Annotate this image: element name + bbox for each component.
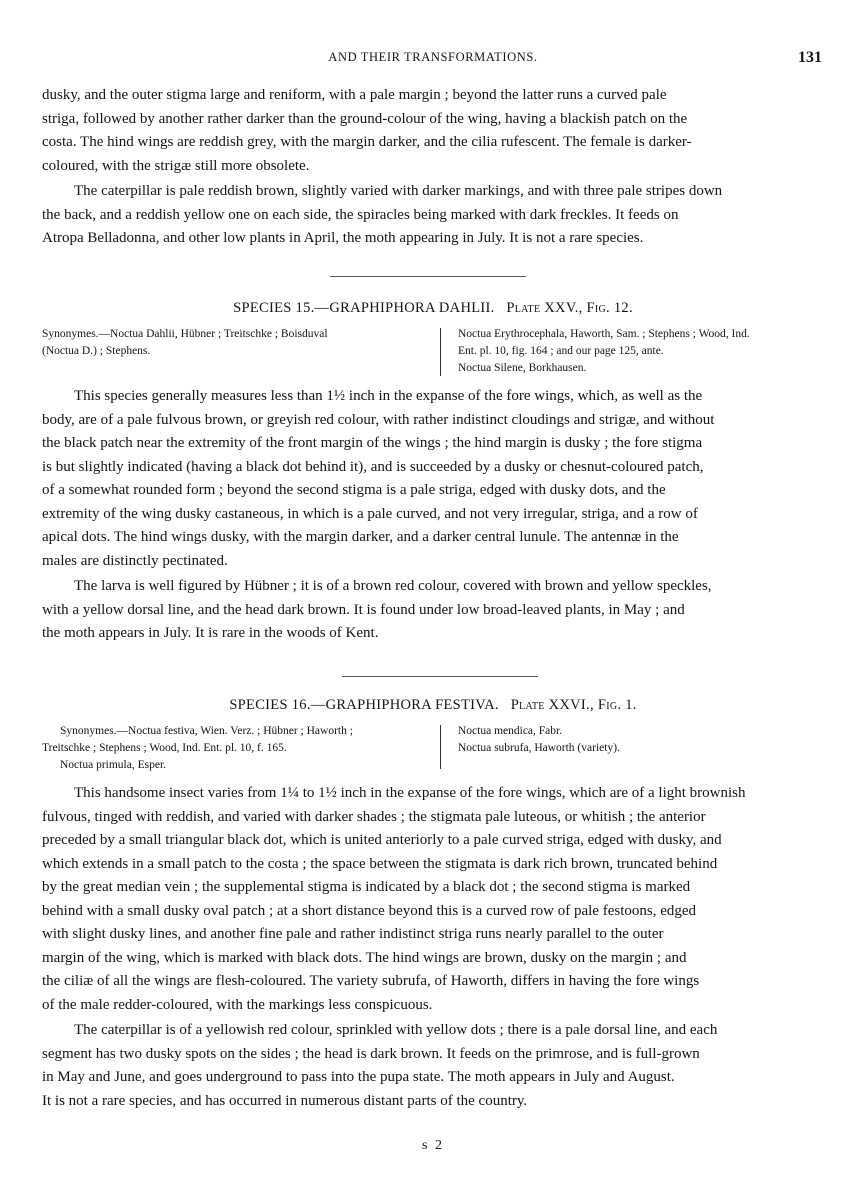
text-line: with a yellow dorsal line, and the head dark brown. It is found under low broad-leaved plants, in May ; and xyxy=(42,601,685,618)
text-line: coloured, with the strigæ still more obsolete. xyxy=(42,157,310,174)
text-line: preceded by a small triangular black dot, which is united anteriorly to a pale curved striga, edged with dusky, and xyxy=(42,832,722,848)
text-line: the black patch near the extremity of the front margin of the wings ; the hind margin is dusky ; the fore stigma xyxy=(42,435,703,451)
synonym-line: Noctua subrufa, Haworth (variety). xyxy=(458,742,620,754)
text-line: of a somewhat rounded form ; beyond the second stigma is a pale striga, edged with dusky dots, and the xyxy=(42,482,666,498)
species-16-title: SPECIES 16.—GRAPHIPHORA FESTIVA. xyxy=(229,697,499,713)
text-line: with slight dusky lines, and another fine pale and rather indistinct striga runs nearly parallel to the outer xyxy=(42,926,664,942)
text-line: of the male redder-coloured, with the markings less conspicuous. xyxy=(42,996,433,1013)
text-line: dusky, and the outer stigma large and reniform, with a pale margin ; beyond the latter runs a curved pale xyxy=(42,87,667,103)
text-line: margin of the wing, which is marked with black dots. The hind wings are brown, dusky on the margin ; and xyxy=(42,949,687,966)
text-line: striga, followed by another rather darker than the ground-colour of the wing, having a blackish patch on the xyxy=(42,110,688,127)
species-15-paragraph-2 xyxy=(42,575,824,646)
text-line: extremity of the wing dusky castaneous, in which is a pale curved, and not very irregular, striga, and a row of xyxy=(42,505,698,522)
signature-mark: s 2 xyxy=(422,1138,444,1153)
text-line: The caterpillar is of a yellowish red colour, sprinkled with yellow dots ; there is a pale dorsal line, and each xyxy=(74,1022,718,1038)
species-15-plate-ref: Plate XXV., Fig. 12. xyxy=(506,300,633,316)
text-line: behind with a small dusky oval patch ; at a short distance beyond this is a curved row of pale festoons, edged xyxy=(42,902,697,919)
text-line: This species generally measures less than 1½ inch in the expanse of the fore wings, which, as well as the xyxy=(74,388,703,404)
text-line: The larva is well figured by Hübner ; it is of a brown red colour, covered with brown and yellow speckles, xyxy=(74,578,712,594)
text-line: segment has two dusky spots on the sides ; the head is dark brown. It feeds on the primrose, and is full-grown xyxy=(42,1045,700,1062)
synonyms-right-column xyxy=(458,326,828,377)
intro-section xyxy=(42,84,824,251)
synonyms-left-column xyxy=(42,326,426,360)
text-line: costa. The hind wings are reddish grey, with the margin darker, and the cilia rufescent. The female is darker- xyxy=(42,134,692,150)
species-16-paragraph-2 xyxy=(42,1019,824,1113)
running-title: AND THEIR TRANSFORMATIONS. xyxy=(328,50,538,64)
synonym-line: Noctua primula, Esper. xyxy=(60,759,167,771)
species-15-paragraph-1 xyxy=(42,385,824,573)
text-line: in May and June, and goes underground to pass into the pupa state. The moth appears in July and August. xyxy=(42,1069,675,1085)
species-16-heading xyxy=(0,697,866,714)
text-line: apical dots. The hind wings dusky, with the margin darker, and a darker central lunule. The antennæ in the xyxy=(42,529,679,545)
running-head xyxy=(0,50,866,68)
synonym-line: (Noctua D.) ; Stephens. xyxy=(42,345,151,357)
text-line: which extends in a small patch to the costa ; the space between the stigmata is dark rich brown, truncated behind xyxy=(42,855,718,872)
text-line: The caterpillar is pale reddish brown, slightly varied with darker markings, and with three pale stripes down xyxy=(74,183,723,199)
text-line: It is not a rare species, and has occurred in numerous distant parts of the country. xyxy=(42,1092,528,1109)
text-line: Atropa Belladonna, and other low plants in April, the moth appearing in July. It is not a rare species. xyxy=(42,230,644,246)
text-line: the ciliæ of all the wings are flesh-coloured. The variety subrufa, of Haworth, differs in having the fore wings xyxy=(42,973,700,989)
intro-paragraph-1 xyxy=(42,84,824,178)
species-16-plate-ref: Plate XXVI., Fig. 1. xyxy=(510,697,637,713)
synonyms-divider xyxy=(440,328,441,376)
text-line: is but slightly indicated (having a black dot behind it), and is succeeded by a dusky or chesnut-coloured patch, xyxy=(42,458,704,475)
page-number: 131 xyxy=(798,49,822,66)
synonym-line: Treitschke ; Stephens ; Wood, Ind. Ent. pl. 10, f. 165. xyxy=(42,742,287,754)
text-line: fulvous, tinged with reddish, and varied with darker shades ; the stigmata pale luteous, or whitish ; the anterior xyxy=(42,808,706,825)
intro-paragraph-2 xyxy=(42,180,824,251)
text-line: the back, and a reddish yellow one on each side, the spiracles being marked with dark freckles. It feeds on xyxy=(42,206,679,223)
text-line: the moth appears in July. It is rare in the woods of Kent. xyxy=(42,625,379,641)
text-line: males are distinctly pectinated. xyxy=(42,552,228,569)
synonym-line: Noctua mendica, Fabr. xyxy=(458,725,563,737)
synonym-line: Noctua Silene, Borkhausen. xyxy=(458,362,587,374)
species-15-synonyms xyxy=(42,326,824,378)
synonyms-right-column xyxy=(458,723,828,757)
synonym-line: Ent. pl. 10, fig. 164 ; and our page 125, ante. xyxy=(458,345,664,357)
species-16-paragraph-1 xyxy=(42,782,824,1017)
species-15-title: SPECIES 15.—GRAPHIPHORA DAHLII. xyxy=(233,300,495,316)
text-line: by the great median vein ; the supplemental stigma is indicated by a black dot ; the second stigma is marked xyxy=(42,879,691,895)
species-16-synonyms xyxy=(42,723,824,775)
synonym-line: Synonymes.—Noctua festiva, Wien. Verz. ; Hübner ; Haworth ; xyxy=(60,725,353,737)
species-15-description xyxy=(42,385,824,646)
species-15-heading xyxy=(0,300,866,317)
text-line: body, are of a pale fulvous brown, or greyish red colour, with rather indistinct cloudings and strigæ, and without xyxy=(42,411,715,428)
section-divider xyxy=(342,676,538,677)
species-16-description xyxy=(42,782,824,1113)
synonyms-divider xyxy=(440,725,441,769)
section-divider xyxy=(330,276,526,277)
synonym-line: Synonymes.—Noctua Dahlii, Hübner ; Treitschke ; Boisduval xyxy=(42,328,328,340)
text-line: This handsome insect varies from 1¼ to 1½ inch in the expanse of the fore wings, which are of a light brownish xyxy=(74,785,746,801)
synonyms-left-column xyxy=(42,723,432,774)
synonym-line: Noctua Erythrocephala, Haworth, Sam. ; Stephens ; Wood, Ind. xyxy=(458,328,750,340)
